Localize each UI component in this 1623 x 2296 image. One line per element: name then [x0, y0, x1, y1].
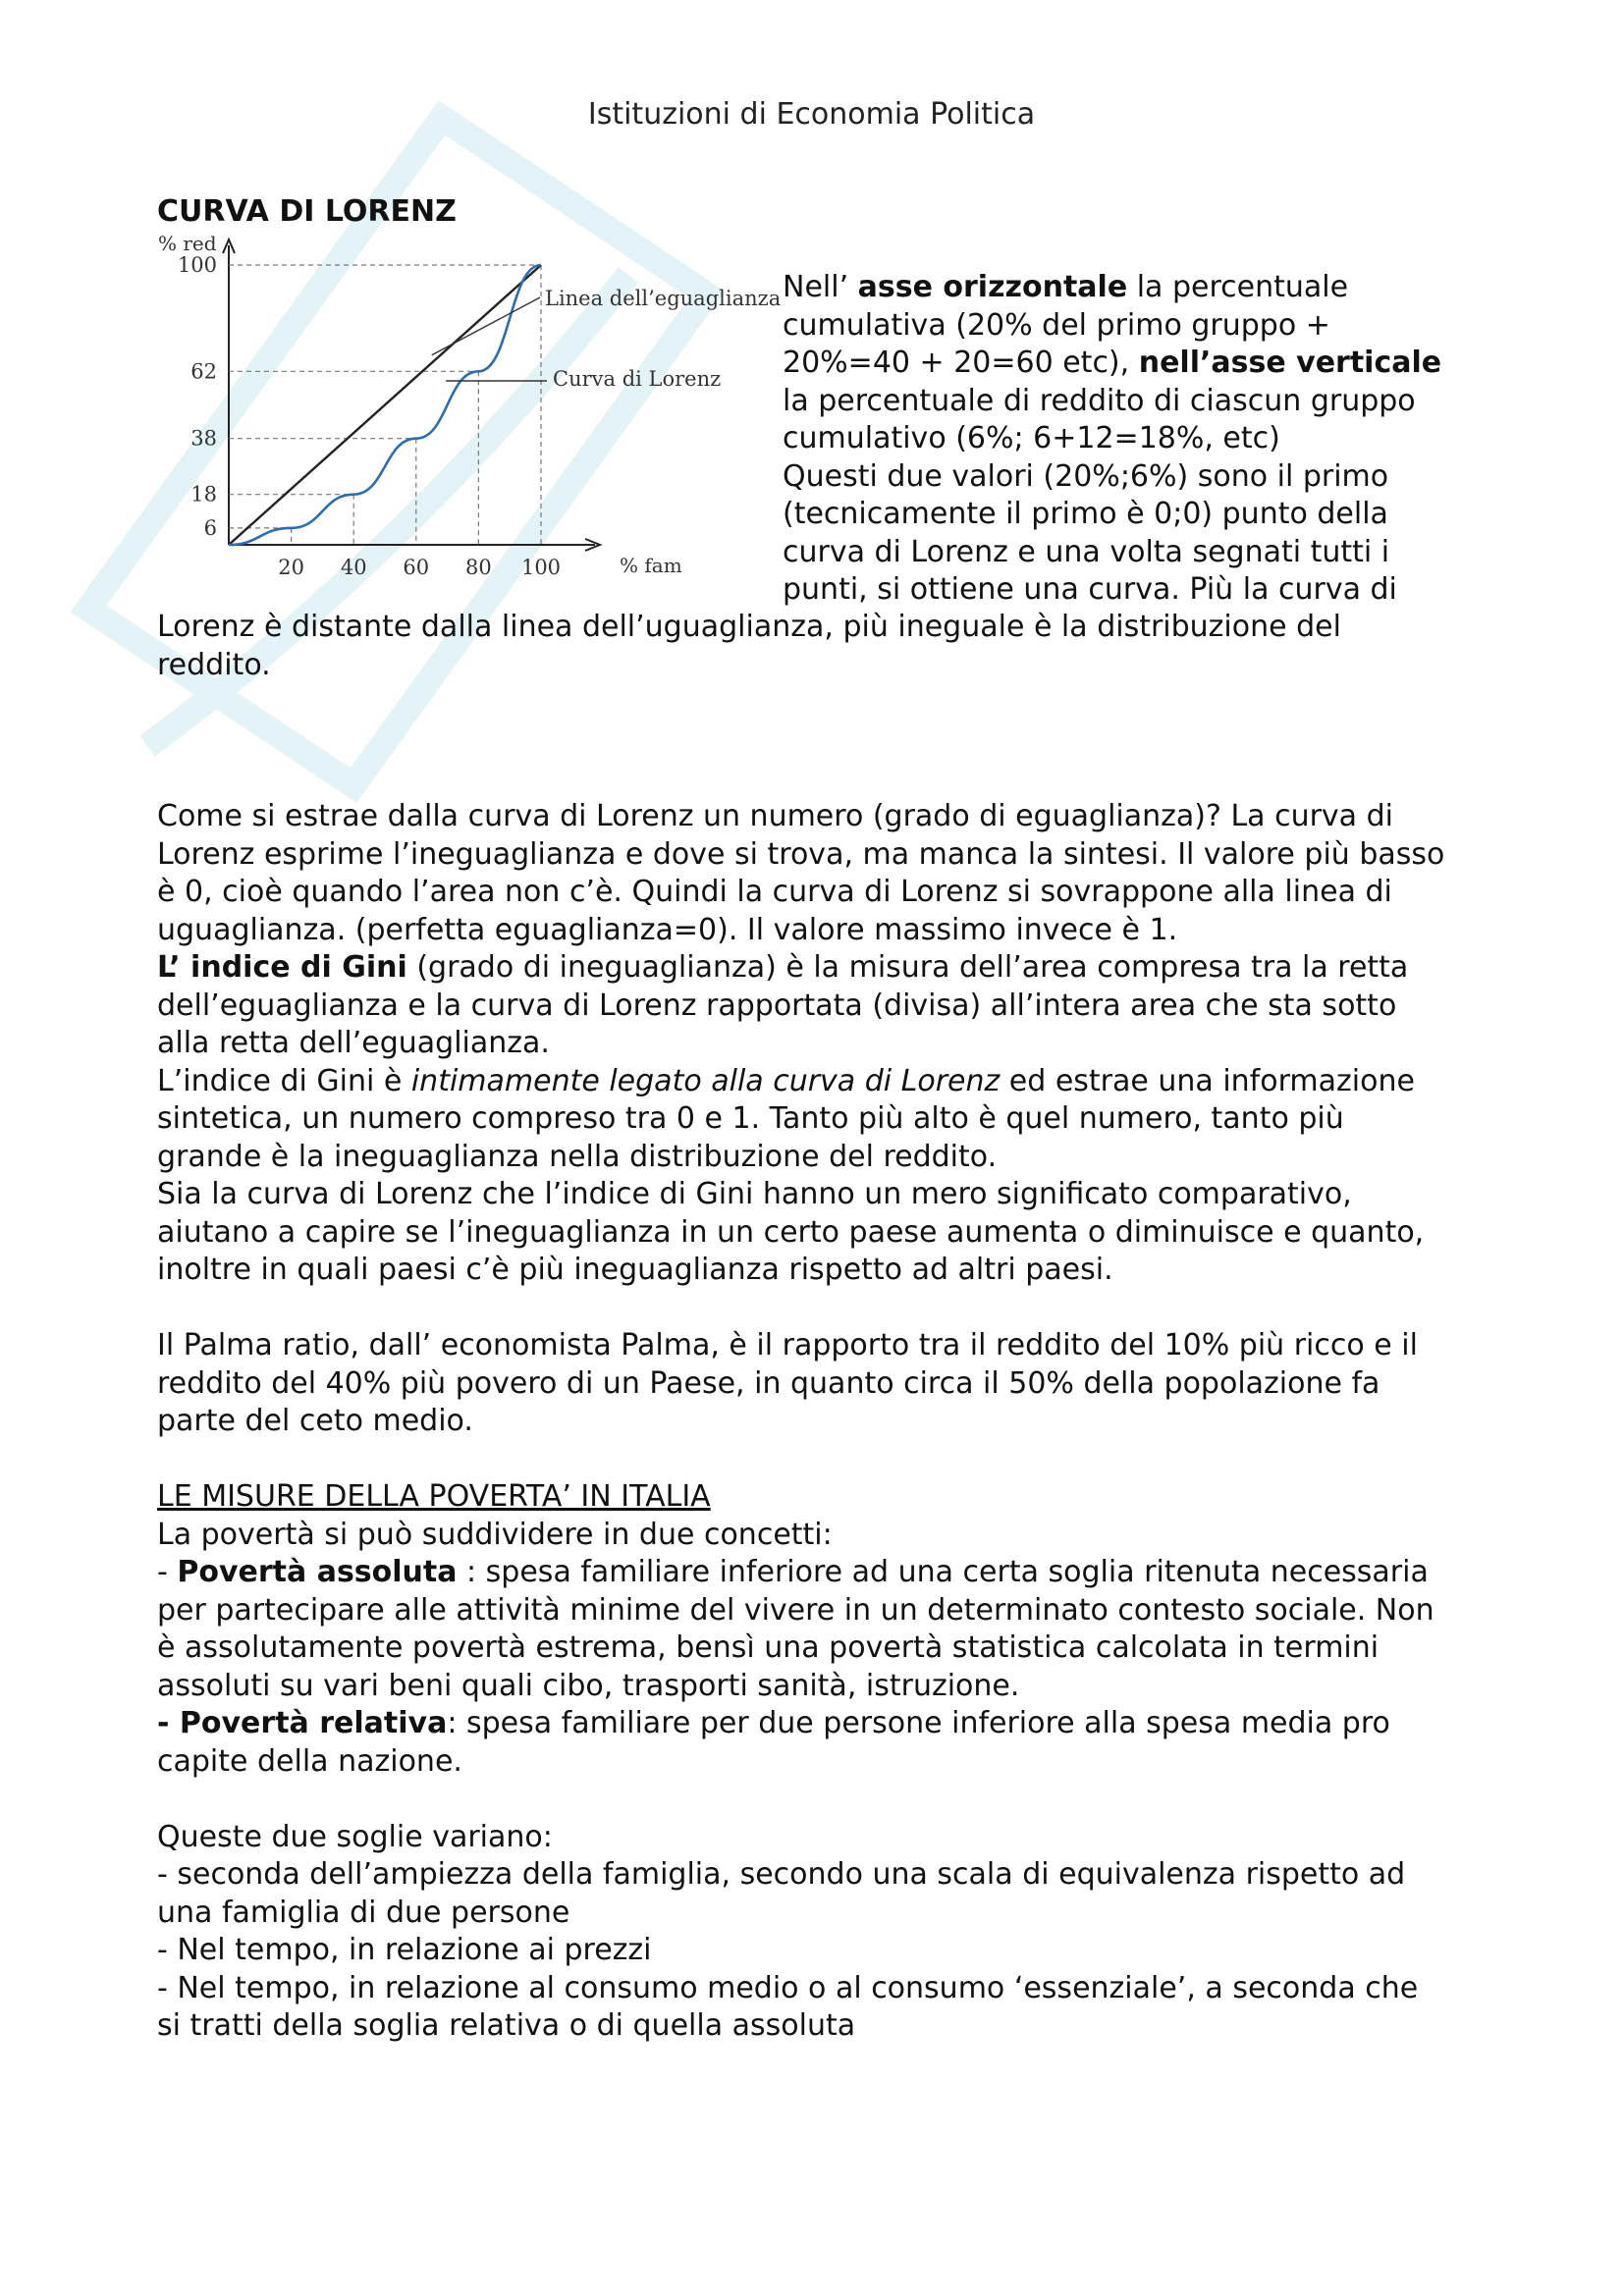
- x-tick-label: 100: [520, 556, 562, 579]
- text-line: [783, 458, 1489, 497]
- text-line: [157, 1895, 1532, 1933]
- y-tick-label: 6: [203, 515, 217, 540]
- text-span: L’indice di Gini è: [157, 1063, 411, 1098]
- lorenz-side-text: [783, 269, 1489, 610]
- text-line: [157, 1554, 1532, 1592]
- text-span: alla retta dell’eguaglianza.: [157, 1026, 550, 1060]
- text-span: (grado di ineguaglianza) è la misura dell’area compresa tra la retta: [406, 950, 1409, 985]
- bold-text: - Povertà relativa: [157, 1706, 448, 1740]
- text-line: [157, 1517, 1532, 1555]
- y-axis-label: % red: [158, 232, 217, 255]
- text-span: - seconda dell’ampiezza della famiglia, secondo una scala di equivalenza rispetto ad: [157, 1857, 1406, 1892]
- text-span: La povertà si può suddividere in due concetti:: [157, 1517, 833, 1552]
- bold-text: Povertà assoluta: [177, 1555, 458, 1589]
- y-tick-label: 18: [190, 482, 217, 507]
- text-span: si tratti della soglia relativa o di quella assoluta: [157, 2008, 856, 2043]
- text-span: 20%=40 + 20=60 etc),: [783, 346, 1139, 380]
- text-span: - Nel tempo, in relazione ai prezzi: [157, 1933, 652, 1967]
- text-span: Lorenz è distante dalla linea dell’uguaglianza, più ineguale è la distribuzione del: [157, 610, 1341, 644]
- text-line: [783, 269, 1489, 307]
- text-line: [157, 1214, 1532, 1253]
- text-span: -: [157, 1555, 178, 1589]
- text-span: reddito del 40% più povero di un Paese, in quanto circa il 50% della popolazione fa: [157, 1365, 1380, 1401]
- text-span: : spesa familiare inferiore ad una certa soglia ritenuta necessaria: [457, 1555, 1429, 1589]
- text-span: è 0, cioè quando l’area non c’è. Quindi la curva di Lorenz si sovrappone alla linea di: [157, 875, 1392, 909]
- page-header: Istituzioni di Economia Politica: [587, 97, 1036, 132]
- y-tick-label: 38: [190, 426, 217, 451]
- text-span: Queste due soglie variano:: [157, 1819, 553, 1854]
- text-line: [157, 1252, 1532, 1290]
- text-span: parte del ceto medio.: [157, 1404, 473, 1438]
- x-tick-label: 40: [340, 556, 367, 579]
- text-line: [157, 1290, 1532, 1328]
- text-line: [157, 1743, 1532, 1782]
- text-span: - Nel tempo, in relazione al consumo medio o al consumo ‘essenziale’, a seconda che: [157, 1970, 1419, 2005]
- text-line: [157, 1063, 1532, 1101]
- text-line: [157, 1592, 1532, 1630]
- text-line: [783, 307, 1489, 346]
- text-line: [157, 609, 1532, 647]
- text-line: [157, 1025, 1532, 1063]
- text-line: [157, 1932, 1532, 1970]
- text-span: (tecnicamente il primo è 0;0) punto della: [783, 497, 1388, 531]
- text-line: [157, 647, 1532, 685]
- text-line: [157, 798, 1532, 836]
- text-span: dell’eguaglianza e la curva di Lorenz rapportata (divisa) all’intera area che sta sotto: [157, 988, 1397, 1023]
- equality-line: [229, 265, 541, 545]
- text-span: assoluti su vari beni quali cibo, trasporti sanità, istruzione.: [157, 1668, 1020, 1703]
- text-span: per partecipare alle attività minime del vivere in un determinato contesto sociale. Non: [157, 1592, 1434, 1628]
- text-line: [157, 874, 1532, 912]
- section-heading: LE MISURE DELLA POVERTA’ IN ITALIA: [157, 1479, 711, 1514]
- text-span: Questi due valori (20%;6%) sono il primo: [783, 458, 1389, 494]
- text-span: ed estrae una informazione: [1000, 1063, 1415, 1098]
- bold-text: nell’asse verticale: [1138, 346, 1442, 380]
- bold-text: asse orizzontale: [857, 270, 1128, 304]
- text-span: grande è la ineguaglianza nella distribuzione del reddito.: [157, 1139, 998, 1174]
- text-span: inoltre in quali paesi c’è più ineguaglianza rispetto ad altri paesi.: [157, 1253, 1113, 1287]
- text-line: [783, 571, 1489, 610]
- text-line: [783, 383, 1489, 421]
- text-line: [157, 1629, 1532, 1668]
- text-span: : spesa familiare per due persone inferiore alla spesa media pro: [447, 1706, 1390, 1740]
- text-span: Il Palma ratio, dall’ economista Palma, è il rapporto tra il reddito del 10% più ricco e il: [157, 1328, 1418, 1362]
- text-span: cumulativo (6%; 6+12=18%, etc): [783, 421, 1280, 455]
- text-span: Nell’: [783, 270, 858, 304]
- text-span: la percentuale: [1127, 270, 1349, 304]
- text-line: [783, 420, 1489, 458]
- x-tick-label: 60: [403, 556, 430, 579]
- text-span: Sia la curva di Lorenz che l’indice di Gini hanno un mero significato comparativo,: [157, 1177, 1352, 1211]
- text-span: curva di Lorenz e una volta segnati tutti i: [783, 534, 1390, 569]
- text-line: [157, 1970, 1532, 2008]
- text-line: [157, 1705, 1532, 1743]
- annotation-lorenz-curve: Curva di Lorenz: [553, 367, 722, 391]
- text-line: [157, 988, 1532, 1026]
- x-tick-label: 20: [278, 556, 304, 579]
- text-line: [157, 1441, 1532, 1479]
- italic-text: intimamente legato alla curva di Lorenz: [410, 1063, 1001, 1098]
- text-line: [157, 1100, 1532, 1139]
- lorenz-full-text: [157, 609, 1532, 684]
- text-span: reddito.: [157, 647, 271, 682]
- text-span: è assolutamente povertà estrema, bensì una povertà statistica calcolata in termini: [157, 1630, 1380, 1665]
- text-span: una famiglia di due persone: [157, 1895, 570, 1930]
- text-span: Lorenz esprime l’ineguaglianza e dove si trova, ma manca la sintesi. Il valore più basso: [157, 836, 1445, 872]
- text-span: aiutano a capire se l’ineguaglianza in un certo paese aumenta o diminuisce e quanto,: [157, 1214, 1425, 1250]
- annotation-leader-equality: [432, 297, 540, 355]
- text-line: [157, 1781, 1532, 1819]
- text-line: [157, 1139, 1532, 1177]
- text-line: [157, 912, 1532, 950]
- text-span: Come si estrae dalla curva di Lorenz un numero (grado di eguaglianza)? La curva di: [157, 799, 1393, 833]
- text-span: cumulativa (20% del primo gruppo +: [783, 307, 1330, 343]
- text-line: [157, 836, 1532, 875]
- text-span: capite della nazione.: [157, 1743, 462, 1779]
- text-span: sintetica, un numero compreso tra 0 e 1. Tanto più alto è quel numero, tanto più: [157, 1101, 1344, 1136]
- text-line: [157, 1365, 1532, 1404]
- text-line: [157, 1403, 1532, 1441]
- text-line: [157, 1478, 1532, 1517]
- text-line: [157, 949, 1532, 988]
- x-axis-label: % fam: [620, 554, 682, 577]
- y-tick-label: 62: [190, 359, 217, 384]
- text-line: [157, 1819, 1532, 1857]
- text-line: [783, 345, 1489, 383]
- text-line: [783, 534, 1489, 572]
- lorenz-chart: [152, 229, 782, 592]
- gini-poverty-text: [157, 798, 1532, 2046]
- y-tick-label: 100: [177, 253, 217, 277]
- text-line: [157, 1668, 1532, 1706]
- x-tick-label: 80: [465, 556, 492, 579]
- text-line: [157, 1856, 1532, 1895]
- bold-text: L’ indice di Gini: [157, 950, 407, 985]
- text-span: punti, si ottiene una curva. Più la curva di: [783, 572, 1397, 607]
- section-title-lorenz: CURVA DI LORENZ: [157, 194, 457, 229]
- text-line: [783, 496, 1489, 534]
- text-span: la percentuale di reddito di ciascun gruppo: [783, 383, 1416, 418]
- text-line: [157, 1176, 1532, 1214]
- text-span: uguaglianza. (perfetta eguaglianza=0). Il valore massimo invece è 1.: [157, 912, 1178, 947]
- annotation-equality-line: Linea dell’eguaglianza: [545, 287, 782, 310]
- text-line: [157, 2007, 1532, 2046]
- text-line: [157, 1327, 1532, 1365]
